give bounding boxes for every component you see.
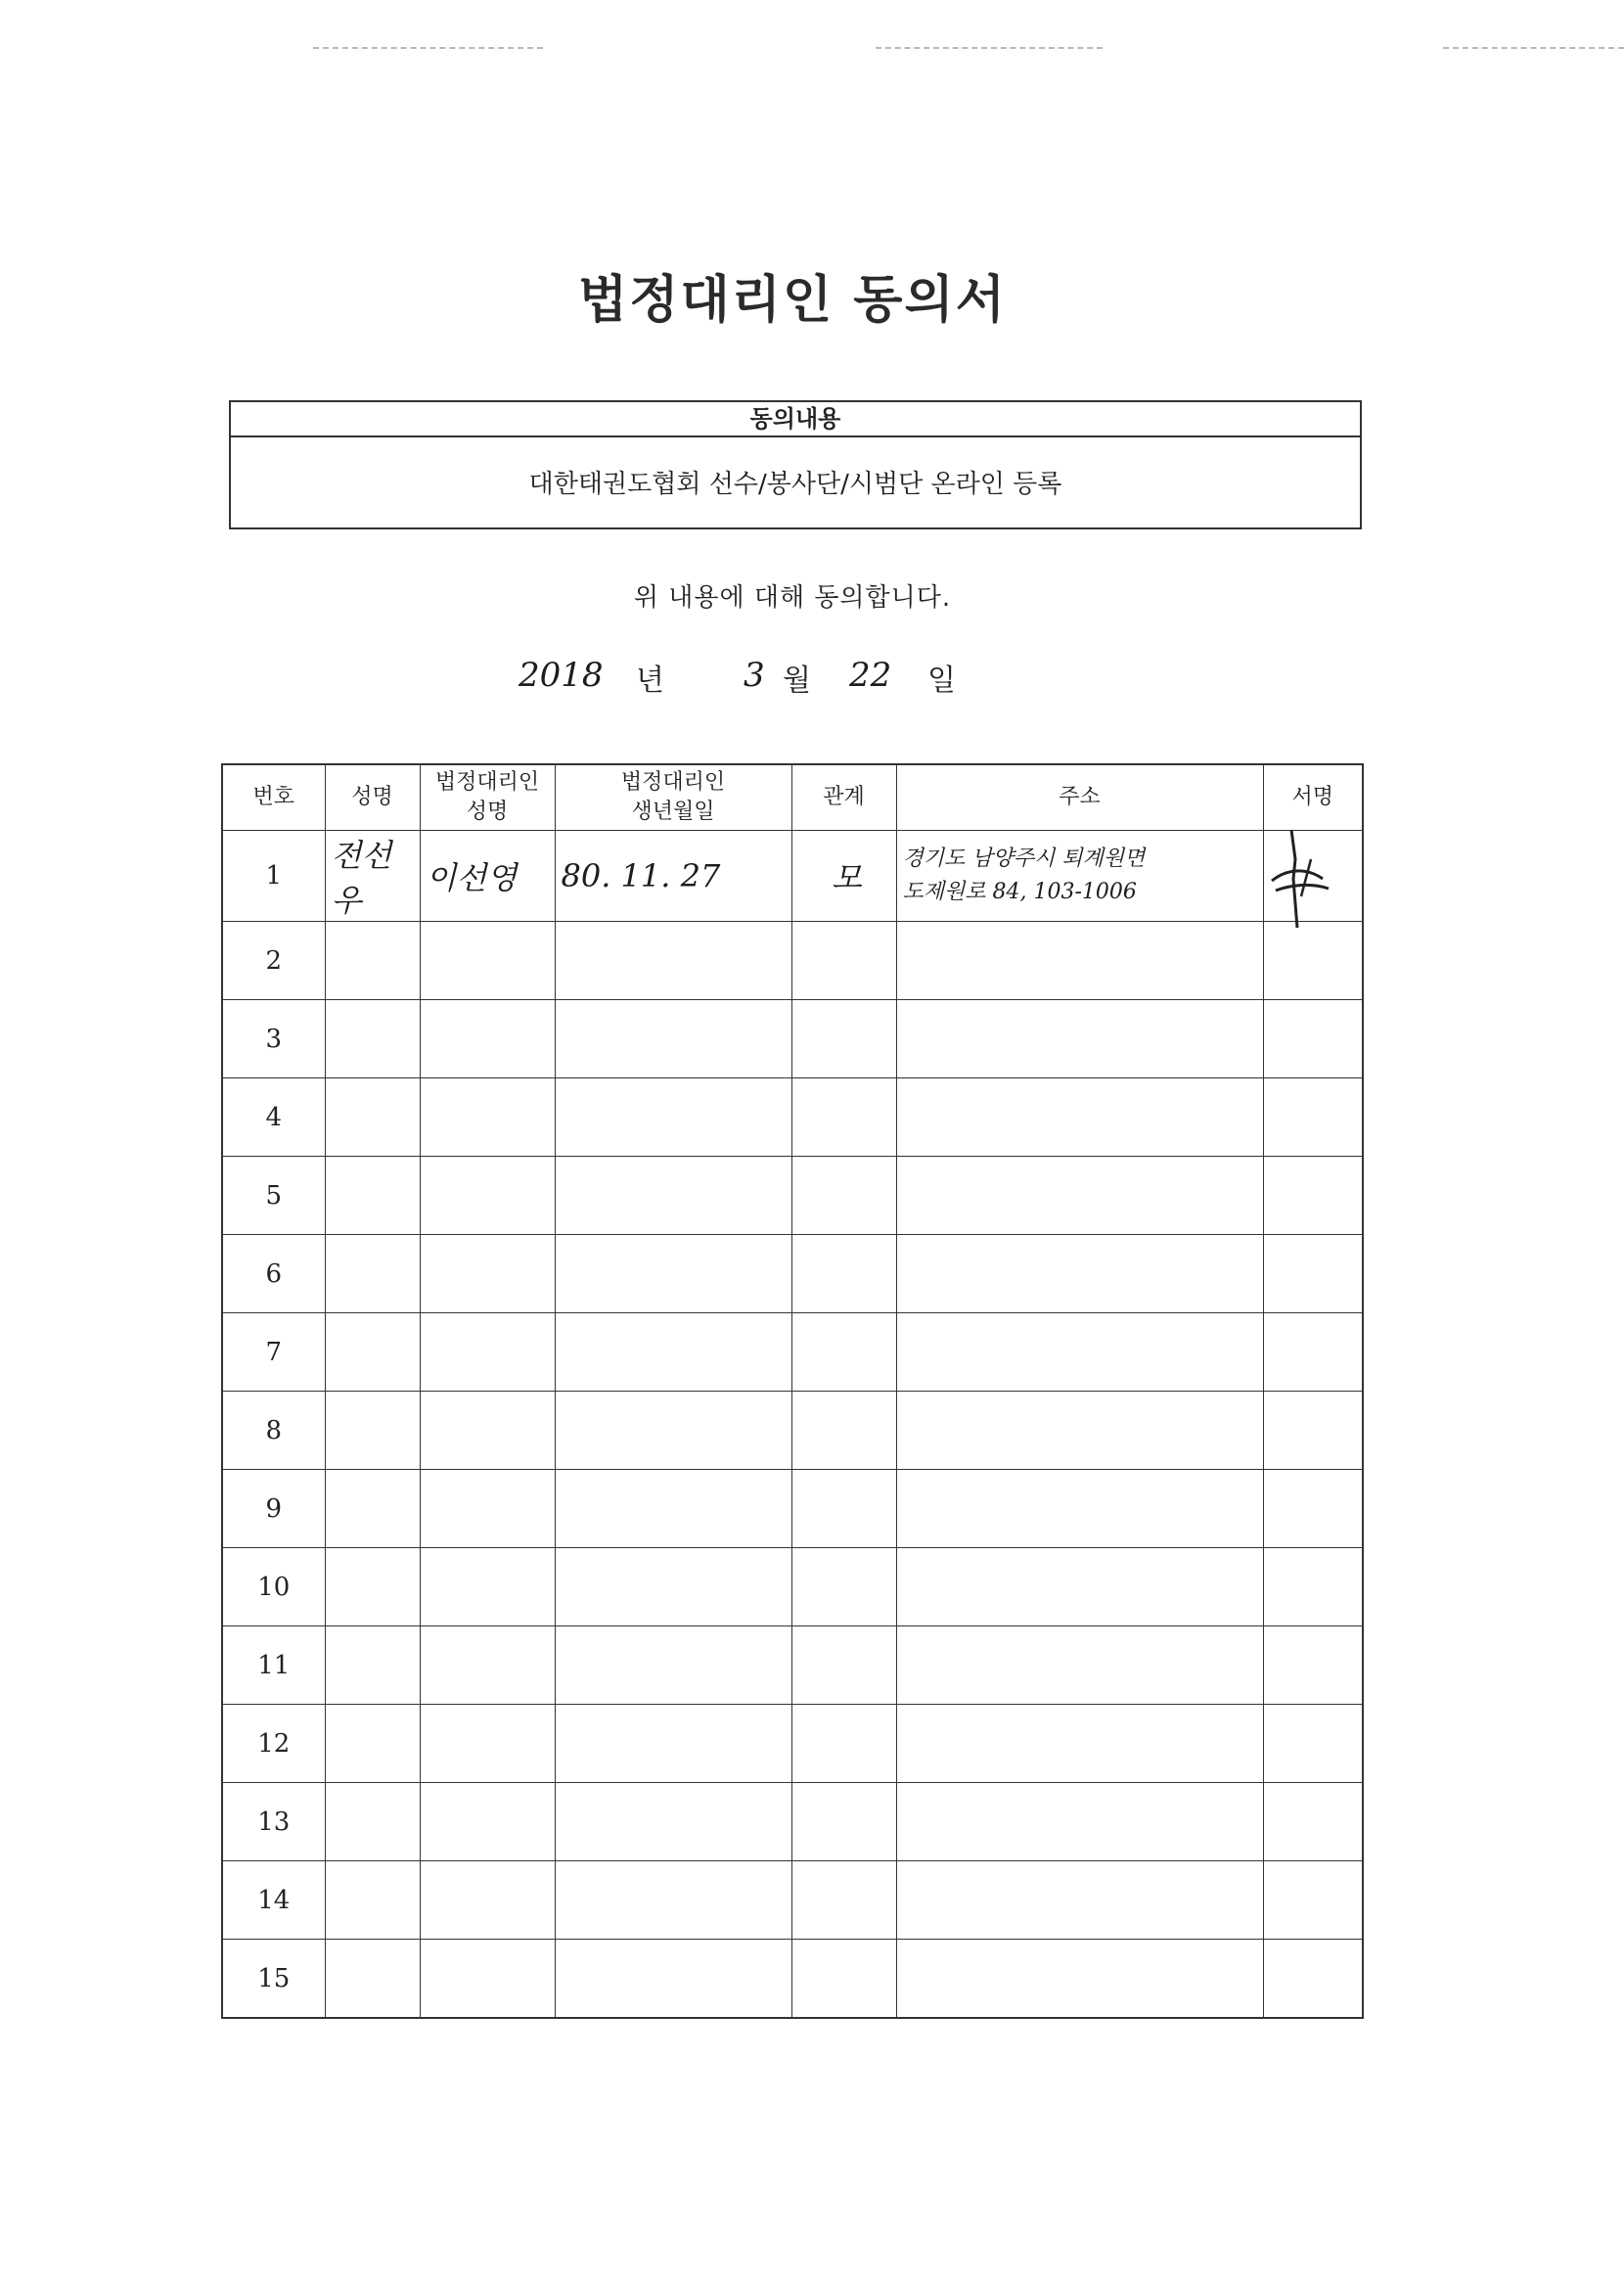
row-guardian-birth: [555, 1705, 791, 1783]
row-guardian-name: [420, 1940, 555, 2019]
table-row: [222, 1157, 1363, 1235]
row-guardian-birth: [555, 1548, 791, 1626]
date-day: 22: [849, 656, 892, 695]
row-signature: [1263, 1000, 1363, 1078]
table-row: [222, 1078, 1363, 1157]
header-signature: 서명: [1263, 764, 1363, 831]
row-name: [325, 1235, 420, 1313]
scan-mark: [876, 47, 1103, 49]
row-name: [325, 1783, 420, 1861]
row-name: [325, 1861, 420, 1940]
address-line2: 도제원로 84, 103-1006: [902, 880, 1137, 904]
row-signature: [1263, 1940, 1363, 2019]
row-name: [325, 1705, 420, 1783]
table-row: [222, 922, 1363, 1000]
row-name: [325, 1157, 420, 1235]
row-relation: [791, 1313, 896, 1392]
row-address: [896, 1783, 1263, 1861]
header-no: 번호: [222, 764, 325, 831]
row-number: 3: [222, 1000, 325, 1078]
row-number: 12: [222, 1705, 325, 1783]
row-guardian-birth: [555, 1940, 791, 2019]
row-guardian-birth: [555, 1783, 791, 1861]
row-name: [325, 1548, 420, 1626]
row-guardian-name: [420, 1548, 555, 1626]
table-row: [222, 1470, 1363, 1548]
row-signature: [1263, 1861, 1363, 1940]
row-guardian-name: [420, 1313, 555, 1392]
row-signature: [1263, 1470, 1363, 1548]
handwritten-signature: [1262, 820, 1340, 938]
row-relation: [791, 1000, 896, 1078]
row-number: 14: [222, 1861, 325, 1940]
row-address: [896, 1940, 1263, 2019]
row-name: 전선우: [325, 831, 420, 922]
row-signature: [1263, 1626, 1363, 1705]
date-month: 3: [744, 656, 765, 695]
date-year-label: 년: [636, 664, 664, 698]
row-relation: [791, 1078, 896, 1157]
row-relation: [791, 1392, 896, 1470]
date-month-label: 월: [783, 664, 811, 698]
row-name: [325, 1313, 420, 1392]
document-title: 법정대리인 동의서: [578, 271, 1007, 330]
table-row: [222, 1861, 1363, 1940]
header-guardian-name: 법정대리인 성명: [420, 764, 555, 831]
row-signature: [1263, 1157, 1363, 1235]
row-relation: [791, 1861, 896, 1940]
row-guardian-birth: [555, 1000, 791, 1078]
row-signature: [1263, 1392, 1363, 1470]
table-row: [222, 1783, 1363, 1861]
row-address: [896, 1313, 1263, 1392]
row-name: [325, 1000, 420, 1078]
row-guardian-birth: [555, 1392, 791, 1470]
consent-header: 동의내용: [231, 402, 1360, 437]
row-guardian-birth: [555, 1470, 791, 1548]
row-address: [896, 1705, 1263, 1783]
row-guardian-name: [420, 1235, 555, 1313]
row-number: 5: [222, 1157, 325, 1235]
row-guardian-birth: [555, 1861, 791, 1940]
row-name: [325, 922, 420, 1000]
scan-mark: [1443, 47, 1624, 49]
row-address: [896, 1157, 1263, 1235]
row-guardian-name: [420, 1470, 555, 1548]
row-guardian-name: [420, 1000, 555, 1078]
row-address: [896, 1000, 1263, 1078]
row-number: 10: [222, 1548, 325, 1626]
date-day-label: 일: [927, 664, 956, 698]
row-address: [896, 1470, 1263, 1548]
row-relation: [791, 1235, 896, 1313]
row-number: 9: [222, 1470, 325, 1548]
guardian-table: [221, 763, 1364, 2019]
row-number: 7: [222, 1313, 325, 1392]
table-row: [222, 1235, 1363, 1313]
table-row: [222, 1548, 1363, 1626]
row-guardian-birth: 80. 11. 27: [555, 831, 791, 922]
row-relation: [791, 1940, 896, 2019]
row-address: [896, 1392, 1263, 1470]
header-guardian-birth: 법정대리인 생년월일: [555, 764, 791, 831]
row-address: [896, 1861, 1263, 1940]
row-signature: [1263, 1783, 1363, 1861]
row-name: [325, 1940, 420, 2019]
row-name: [325, 1392, 420, 1470]
row-number: 1: [222, 831, 325, 922]
row-guardian-name: [420, 1861, 555, 1940]
row-guardian-name: [420, 1078, 555, 1157]
table-row: [222, 1000, 1363, 1078]
table-row: [222, 831, 1363, 922]
row-address: [896, 1548, 1263, 1626]
row-relation: [791, 1705, 896, 1783]
row-relation: [791, 1626, 896, 1705]
table-row: [222, 1313, 1363, 1392]
consent-content: 대한태권도협회 선수/봉사단/시범단 온라인 등록: [528, 470, 1062, 499]
row-address: [896, 831, 1263, 922]
row-guardian-birth: [555, 1157, 791, 1235]
row-number: 4: [222, 1078, 325, 1157]
row-guardian-birth: [555, 1313, 791, 1392]
row-signature: [1263, 1313, 1363, 1392]
row-name: [325, 1470, 420, 1548]
row-number: 6: [222, 1235, 325, 1313]
header-name: 성명: [325, 764, 420, 831]
row-number: 8: [222, 1392, 325, 1470]
row-name: [325, 1078, 420, 1157]
table-body: [222, 831, 1363, 2019]
row-guardian-birth: [555, 1235, 791, 1313]
table-row: [222, 1626, 1363, 1705]
table-row: [222, 1392, 1363, 1470]
row-guardian-name: [420, 1157, 555, 1235]
row-address: [896, 1078, 1263, 1157]
row-guardian-birth: [555, 922, 791, 1000]
table-row: [222, 1705, 1363, 1783]
row-relation: 모: [791, 831, 896, 922]
row-relation: [791, 922, 896, 1000]
row-relation: [791, 1548, 896, 1626]
row-number: 15: [222, 1940, 325, 2019]
row-number: 13: [222, 1783, 325, 1861]
row-guardian-birth: [555, 1078, 791, 1157]
row-number: 2: [222, 922, 325, 1000]
header-address: 주소: [896, 764, 1263, 831]
row-guardian-name: [420, 1392, 555, 1470]
consent-content-box: [229, 400, 1362, 529]
row-number: 11: [222, 1626, 325, 1705]
row-guardian-name: [420, 1705, 555, 1783]
row-signature: [1263, 1705, 1363, 1783]
row-guardian-name: 이선영: [420, 831, 555, 922]
header-relation: 관계: [791, 764, 896, 831]
row-relation: [791, 1470, 896, 1548]
row-guardian-name: [420, 1626, 555, 1705]
table-header-row: [222, 764, 1363, 831]
row-guardian-birth: [555, 1626, 791, 1705]
agree-statement: 위 내용에 대해 동의합니다.: [633, 583, 952, 613]
row-guardian-name: [420, 1783, 555, 1861]
row-relation: [791, 1783, 896, 1861]
table-row: [222, 1940, 1363, 2019]
row-name: [325, 1626, 420, 1705]
row-signature: [1263, 1235, 1363, 1313]
row-address: [896, 1235, 1263, 1313]
row-guardian-name: [420, 922, 555, 1000]
row-signature: [1263, 1548, 1363, 1626]
address-line1: 경기도 남양주시 퇴계원면: [902, 847, 1146, 871]
row-relation: [791, 1157, 896, 1235]
row-address: [896, 922, 1263, 1000]
row-address: [896, 1626, 1263, 1705]
date-year: 2018: [519, 656, 604, 695]
scan-mark: [313, 47, 543, 49]
row-signature: [1263, 1078, 1363, 1157]
